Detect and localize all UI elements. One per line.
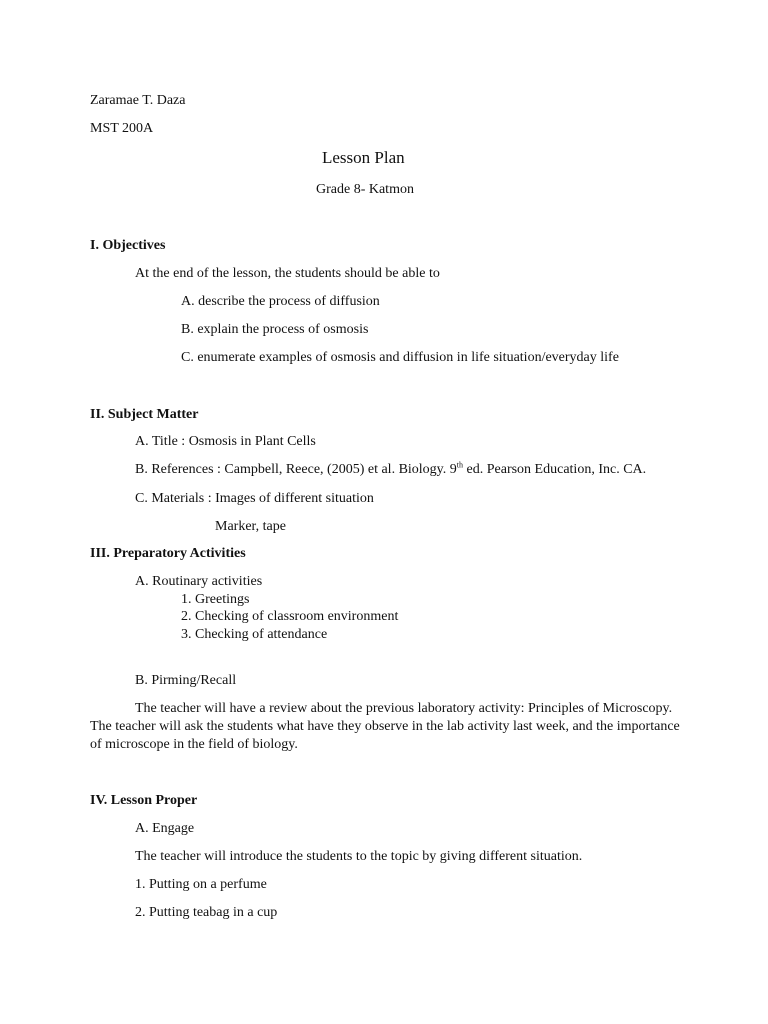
page-subtitle: Grade 8- Katmon [316,182,414,197]
subject-title: A. Title : Osmosis in Plant Cells [135,434,316,449]
preparatory-heading: III. Preparatory Activities [90,546,246,561]
situation-item: 1. Putting on a perfume [135,877,267,892]
references-text: B. References : Campbell, Reece, (2005) et al. Biology. 9 [135,462,457,477]
subject-references [135,461,646,479]
priming-recall: B. Pirming/Recall [135,673,237,688]
routinary-item: 1. Greetings [181,592,250,607]
routinary-item: 2. Checking of classroom environment [181,609,399,624]
engage-text: The teacher will introduce the students to the topic by giving different situation. [135,849,583,864]
situation-item: 2. Putting teabag in a cup [135,905,278,920]
engage-label: A. Engage [135,821,195,836]
course-code: MST 200A [90,121,154,136]
lesson-proper-heading: IV. Lesson Proper [90,793,198,808]
subject-materials-extra: Marker, tape [215,519,286,534]
subject-matter-heading: II. Subject Matter [90,407,199,422]
objectives-heading: I. Objectives [90,238,166,253]
objective-item: C. enumerate examples of osmosis and diffusion in life situation/everyday life [181,350,619,365]
references-superscript: th [456,460,464,470]
objectives-intro: At the end of the lesson, the students should be able to [135,266,440,281]
subject-materials: C. Materials : Images of different situation [135,491,374,506]
priming-text-continuation: The teacher will ask the students what have they observe in the lab activity last week, and the importance of microscope in the field of biology. [90,719,680,752]
author-name: Zaramae T. Daza [90,93,186,108]
references-text-end: ed. Pearson Education, Inc. CA. [463,462,647,477]
objective-item: B. explain the process of osmosis [181,322,369,337]
priming-text-first-line: The teacher will have a review about the previous laboratory activity: Principles of Microscopy. [135,701,673,716]
routinary-item: 3. Checking of attendance [181,627,328,642]
objective-item: A. describe the process of diffusion [181,294,380,309]
routinary-activities: A. Routinary activities [135,574,263,589]
page-title: Lesson Plan [322,148,405,167]
